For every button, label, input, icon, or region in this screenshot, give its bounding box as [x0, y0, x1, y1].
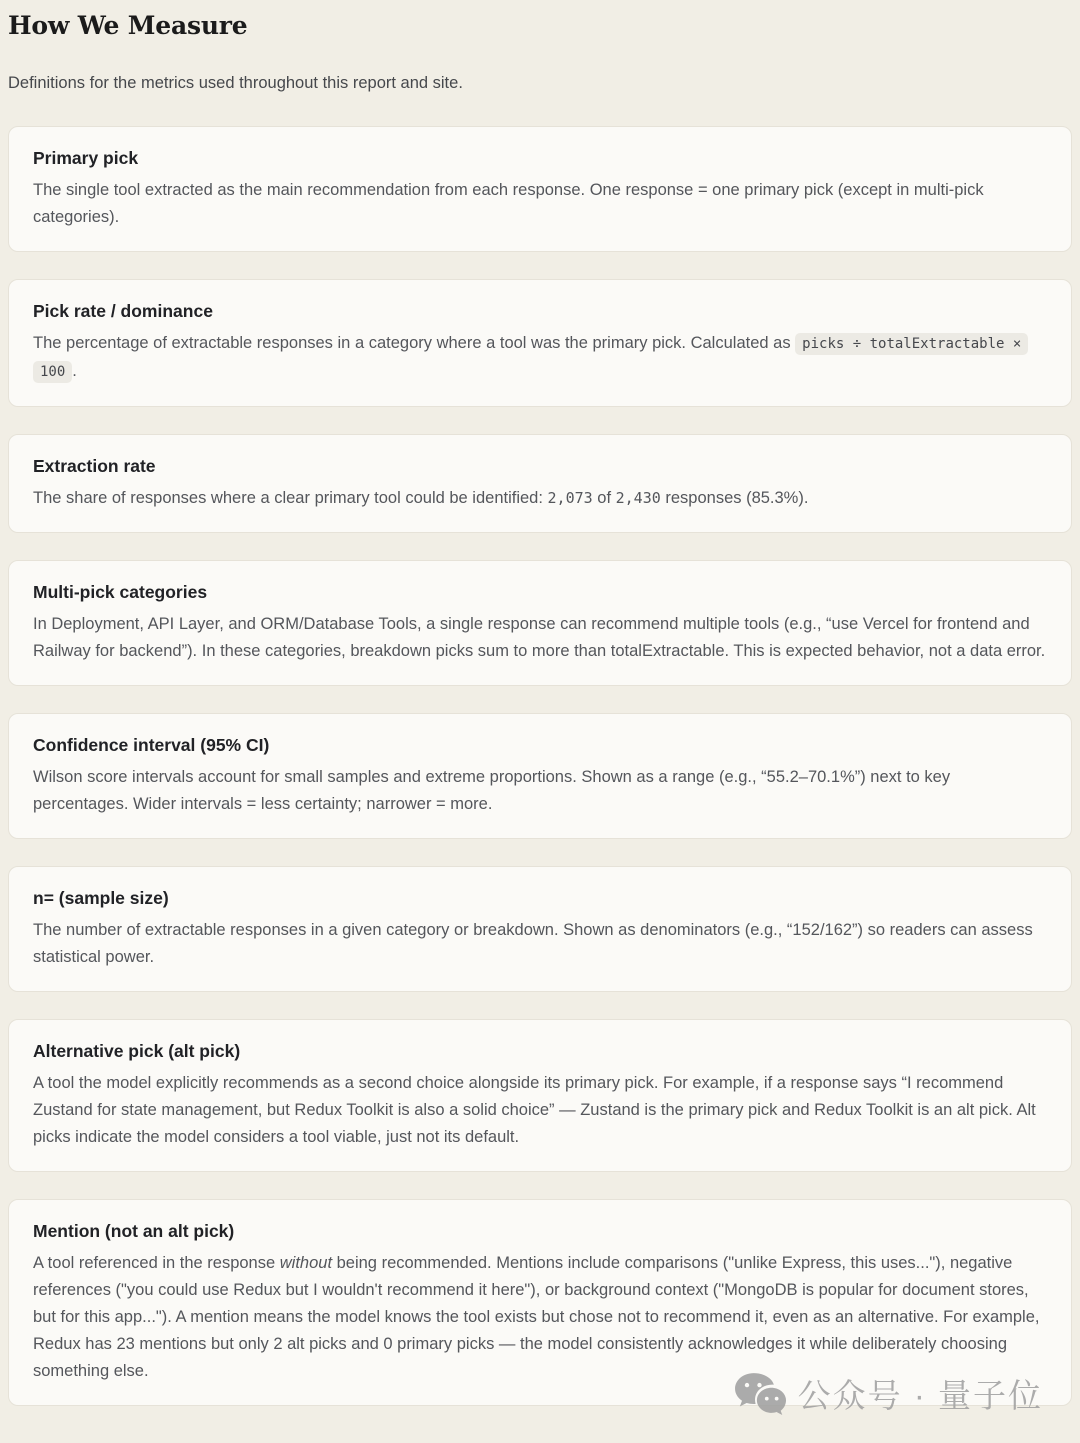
card-confidence-interval: [8, 713, 1072, 839]
card-heading: n= (sample size): [33, 888, 169, 908]
inline-italic: without: [279, 1254, 333, 1272]
card-body: [33, 330, 1047, 386]
card-multi-pick-categories: [8, 560, 1072, 686]
card-pick-rate-dominance: [8, 279, 1072, 407]
inline-text: .: [72, 362, 77, 380]
card-primary-pick: [8, 126, 1072, 252]
inline-mono-number: 2,073: [547, 489, 593, 507]
watermark-text: 公众号 · 量子位: [797, 1376, 1043, 1414]
card-heading: Confidence interval (95% CI): [33, 735, 270, 755]
inline-text: In Deployment, API Layer, and ORM/Database Tools, a single response can recommend multiple tools (e.g., “use Vercel for frontend and Railway for backend”). In these categories, breakdown picks sum to more than totalExtractable. This is expected behavior, not a data error.: [33, 615, 1046, 660]
definition-cards: [8, 126, 1072, 1406]
card-heading: Pick rate / dominance: [33, 301, 213, 321]
card-heading: Primary pick: [33, 148, 139, 168]
inline-text: being recommended. Mentions include comparisons ("unlike Express, this uses..."), negative references ("you could use Redux but I wouldn't recommend it here"), or background context ("MongoDB is popular for document stores, but for this app..."). A mention means the model knows the tool exists but chose not to recommend it, even as an alternative. For example, Redux has 23 mentions but only 2 alt picks and 0 primary picks — the model consistently acknowledges it while deliberately choosing something else.: [33, 1254, 1040, 1380]
card-heading: Mention (not an alt pick): [33, 1221, 235, 1241]
inline-text: A tool the model explicitly recommends as a second choice alongside its primary pick. For example, if a response says “I recommend Zustand for state management, but Redux Toolkit is also a solid choice” — Zustand is the primary pick and Redux Toolkit is an alt pick. Alt picks indicate the model considers a tool viable, just not its default.: [33, 1074, 1036, 1146]
inline-text: responses (85.3%).: [660, 489, 809, 507]
card-alternative-pick: [8, 1019, 1072, 1172]
inline-text: The number of extractable responses in a given category or breakdown. Shown as denominators (e.g., “152/162”) so readers can assess statistical power.: [33, 921, 1033, 966]
inline-mono-number: 2,430: [615, 489, 661, 507]
card-extraction-rate: [8, 434, 1072, 533]
inline-text: of: [592, 489, 616, 507]
card-sample-size: [8, 866, 1072, 992]
inline-code: picks ÷ totalExtractable × 100: [33, 333, 1028, 383]
inline-text: The share of responses where a clear primary tool could be identified:: [33, 489, 548, 507]
card-body: [33, 485, 1047, 512]
inline-text: The single tool extracted as the main recommendation from each response. One response = one primary pick (except in multi-pick categories).: [33, 181, 984, 226]
card-mention: [8, 1199, 1072, 1406]
card-body: [33, 1250, 1047, 1385]
inline-text: The percentage of extractable responses in a category where a tool was the primary pick. Calculated as: [33, 334, 796, 352]
page-title: How We Measure: [8, 11, 248, 40]
card-body: [33, 1070, 1047, 1151]
card-heading: Multi-pick categories: [33, 582, 208, 602]
card-heading: Alternative pick (alt pick): [33, 1041, 241, 1061]
inline-text: A tool referenced in the response: [33, 1254, 280, 1272]
card-body: [33, 917, 1047, 971]
card-body: [33, 764, 1047, 818]
inline-text: Wilson score intervals account for small samples and extreme proportions. Shown as a range (e.g., “55.2–70.1%”) next to key percentages. Wider intervals = less certainty; narrower = more.: [33, 768, 951, 813]
page-subtitle: Definitions for the metrics used throughout this report and site.: [8, 74, 463, 92]
card-body: [33, 177, 1047, 231]
card-body: [33, 611, 1047, 665]
card-heading: Extraction rate: [33, 456, 156, 476]
